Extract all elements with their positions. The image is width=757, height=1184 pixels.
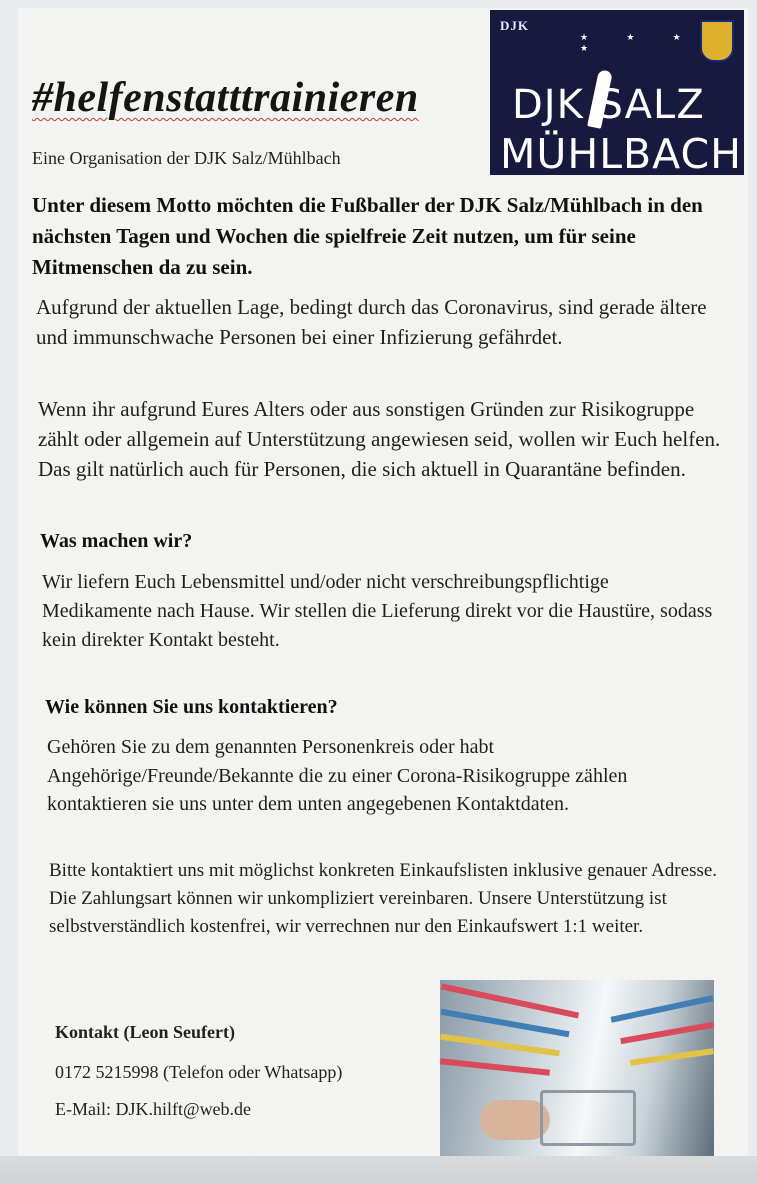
contact-email: E-Mail: DJK.hilft@web.de bbox=[55, 1099, 252, 1119]
contact-title: Kontakt (Leon Seufert) bbox=[55, 1022, 235, 1042]
club-logo bbox=[490, 10, 744, 178]
logo-line-2: MÜHLBACH bbox=[500, 130, 742, 178]
logo-line-1: DJK SALZ bbox=[512, 82, 705, 128]
shopping-cart-icon bbox=[540, 1090, 636, 1146]
section-text-contact: Gehören Sie zu dem genannten Personenkreis oder habt Angehörige/Freunde/Bekannte die zu einer Corona-Risikogruppe zählen kontaktieren sie uns unter dem unten angegebenen Kontaktdaten. bbox=[47, 736, 628, 815]
intro-paragraph: Unter diesem Motto möchten die Fußballer der DJK Salz/Mühlbach in den nächsten Tagen und Wochen die spielfreie Zeit nutzen, um für seine Mitmenschen da zu sein. bbox=[32, 193, 703, 279]
section-text-shopping-list: Bitte kontaktiert uns mit möglichst konkreten Einkaufslisten inklusive genauer Adresse. Die Zahlungsart können wir unkompliziert vereinbaren. Unsere Unterstützung ist selbstverständlich kostenfrei, wir verrechnen nur den Einkaufswert 1:1 weiter. bbox=[49, 860, 718, 937]
contact-phone: 0172 5215998 (Telefon oder Whatsapp) bbox=[55, 1062, 343, 1082]
section-heading-contact: Wie können Sie uns kontaktieren? bbox=[45, 696, 338, 718]
logo-top-text: DJK bbox=[500, 18, 529, 33]
hashtag-title: #helfenstatttrainieren bbox=[32, 75, 419, 121]
paragraph-situation: Aufgrund der aktuellen Lage, bedingt durch das Coronavirus, sind gerade ältere und immunschwache Personen bei einer Infizierung gefährdet. bbox=[36, 295, 707, 349]
screen-bottom-edge bbox=[0, 1156, 757, 1184]
organisation-subtitle: Eine Organisation der DJK Salz/Mühlbach bbox=[32, 148, 341, 168]
paragraph-risk-group: Wenn ihr aufgrund Eures Alters oder aus sonstigen Gründen zur Risikogruppe zählt oder allgemein auf Unterstützung angewiesen seid, wollen wir Euch helfen. Das gilt natürlich auch für Personen, die sich aktuell in Quarantäne befinden. bbox=[38, 397, 721, 481]
section-text-what: Wir liefern Euch Lebensmittel und/oder nicht verschreibungspflichtige Medikamente nach Hause. Wir stellen die Lieferung direkt vor die Haustüre, sodass kein direkter Kontakt besteht. bbox=[42, 571, 713, 651]
section-heading-what: Was machen wir? bbox=[40, 530, 193, 552]
supermarket-photo bbox=[440, 980, 714, 1158]
crest-icon bbox=[700, 20, 734, 62]
stars-icon: ★ ★ ★ ★ bbox=[580, 32, 699, 53]
